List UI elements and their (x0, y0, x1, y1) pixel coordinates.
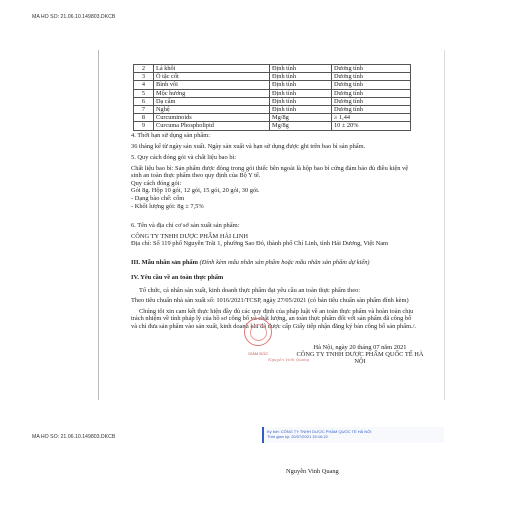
table-cell: 10 ± 20% (332, 122, 411, 130)
section-food-safety (131, 274, 417, 331)
table-cell: Bình vôi (154, 81, 270, 89)
section-shelf-life (131, 132, 417, 150)
table-cell: 5 (134, 89, 154, 97)
table-cell: Ô tặc cốt (154, 73, 270, 81)
paragraph: Theo tiêu chuẩn nhà sản xuất số: 1016/2021/TCSP, ngày 27/05/2021 (có bản tiêu chuẩn sản phẩm đính kèm) (131, 297, 409, 305)
table-cell: 3 (134, 73, 154, 81)
manufacturer-name: CÔNG TY TNHH DƯỢC PHẨM HẢI LINH (131, 232, 249, 240)
section-title: III. Mẫu nhãn sản phẩm (131, 259, 198, 266)
table-cell: Định tính (270, 97, 332, 105)
company-seal-icon (244, 318, 272, 346)
table-cell: Dương tính (332, 106, 411, 114)
table-cell: Định tính (270, 89, 332, 97)
section-body: 36 tháng kể từ ngày sản xuất. Ngày sản xuất và hạn sử dụng được ghi trên bao bì sản phẩm. (131, 142, 366, 150)
document-id-top: MA HO SO: 21.06.10.149803.DKCB (32, 14, 116, 20)
signer-name: Nguyễn Vinh Quang (286, 468, 339, 475)
table-row (134, 114, 411, 122)
section-note: (Đính kèm mẫu nhãn sản phẩm hoặc mẫu nhãn sản phẩm dự kiến) (199, 259, 370, 266)
table-cell: 7 (134, 106, 154, 114)
section-title: 4. Thời hạn sử dụng sản phẩm: (131, 132, 210, 139)
packaging-line: Gói 8g. Hộp 10 gói, 12 gói, 15 gói, 20 gói, 30 gói. (131, 187, 260, 195)
stamp-title: GIÁM ĐỐC (248, 351, 269, 356)
table-cell: ≥ 1,44 (332, 114, 411, 122)
table-cell: Lá khôi (154, 65, 270, 73)
table-cell: Dương tính (332, 81, 411, 89)
table-cell: 8 (134, 114, 154, 122)
section-packaging (131, 154, 417, 210)
packaging-line: - Dạng bào chế: cốm (131, 194, 185, 202)
section-label-sample (131, 259, 417, 267)
table-cell: Mộc hương (154, 89, 270, 97)
table-row (134, 89, 411, 97)
section-title: 5. Quy cách đóng gói và chất liệu bao bì: (131, 154, 237, 161)
digital-sign-time: Thời gian ký: 20/07/2021 15:16:22 (267, 434, 328, 440)
section-body: Chất liệu bao bì: Sản phẩm được đóng trong gói thiếc bên ngoài là hộp bao bì cứng đảm bảo đủ điều kiện vệ sinh an toàn thực phẩm theo quy định của Bộ Y tế. (131, 164, 409, 180)
signature-block (295, 344, 425, 365)
table-cell: Dương tính (332, 65, 411, 73)
table-cell: Dương tính (332, 89, 411, 97)
table-cell: Định tính (270, 73, 332, 81)
table-cell: Mg/8g (270, 122, 332, 130)
table-cell: Nghệ (154, 106, 270, 114)
table-cell: 6 (134, 97, 154, 105)
table-row (134, 65, 411, 73)
document-id-bottom: MA HO SO: 21.06.10.149803.DKCB (32, 434, 116, 440)
table-cell: 9 (134, 122, 154, 130)
table-row (134, 106, 411, 114)
company-name: CÔNG TY TNHH DƯỢC PHẨM QUỐC TẾ HÀ NỘI (296, 351, 424, 365)
table-cell: Mg/8g (270, 114, 332, 122)
packaging-line: Quy cách đóng gói: (131, 179, 182, 187)
section-manufacturer (131, 222, 417, 248)
handwritten-signature: Nguyễn Vinh Quang (268, 357, 310, 362)
table-cell: Dương tính (332, 73, 411, 81)
digital-signer: Ký bởi: CÔNG TY TNHH DƯỢC PHẨM QUỐC TẾ HÀ NỘI (267, 429, 372, 434)
table-cell: Curcuma Phospholipid (154, 122, 270, 130)
table-cell: Dạ cẩm (154, 97, 270, 105)
paragraph: Tổ chức, cá nhân sản xuất, kinh doanh thực phẩm đạt yêu cầu an toàn thực phẩm theo: (139, 286, 361, 294)
table-cell: Định tính (270, 65, 332, 73)
table-cell: 4 (134, 81, 154, 89)
digital-signature-box (262, 427, 444, 443)
packaging-line: - Khối lượng gói: 8g ± 7,5% (131, 202, 204, 210)
table-row (134, 73, 411, 81)
table-cell: 2 (134, 65, 154, 73)
place-date: Hà Nội, ngày 20 tháng 07 năm 2021 (313, 344, 407, 351)
section-title: 6. Tên và địa chỉ cơ sở sản xuất sản phẩm: (131, 222, 240, 229)
table-cell: Dương tính (332, 97, 411, 105)
paragraph: Chúng tôi xin cam kết thực hiện đầy đủ các quy định của pháp luật về an toàn thực phẩm và hoàn toàn chịu trách nhiệm về tính pháp lý của hồ sơ công bố và chất lượng, an toàn thực phẩm đối với sản phẩm đã công bố và chỉ đưa sản phẩm vào sản xuất, kinh doanh khi đã được cấp Giấy tiếp nhận đăng ký bản công bố sản phẩm./. (131, 307, 417, 330)
spec-table (133, 64, 411, 131)
document-page (98, 50, 444, 400)
table-cell: Định tính (270, 81, 332, 89)
table-cell: Định tính (270, 106, 332, 114)
table-row (134, 81, 411, 89)
section-title: IV. Yêu cầu về an toàn thực phẩm (131, 274, 224, 281)
table-row (134, 97, 411, 105)
manufacturer-address: Địa chỉ: Số 119 phố Nguyễn Trãi 1, phường Sao Đỏ, thành phố Chí Linh, tỉnh Hải Dương, Việt Nam (131, 240, 389, 248)
table-row (134, 122, 411, 130)
table-cell: Curcuminoids (154, 114, 270, 122)
